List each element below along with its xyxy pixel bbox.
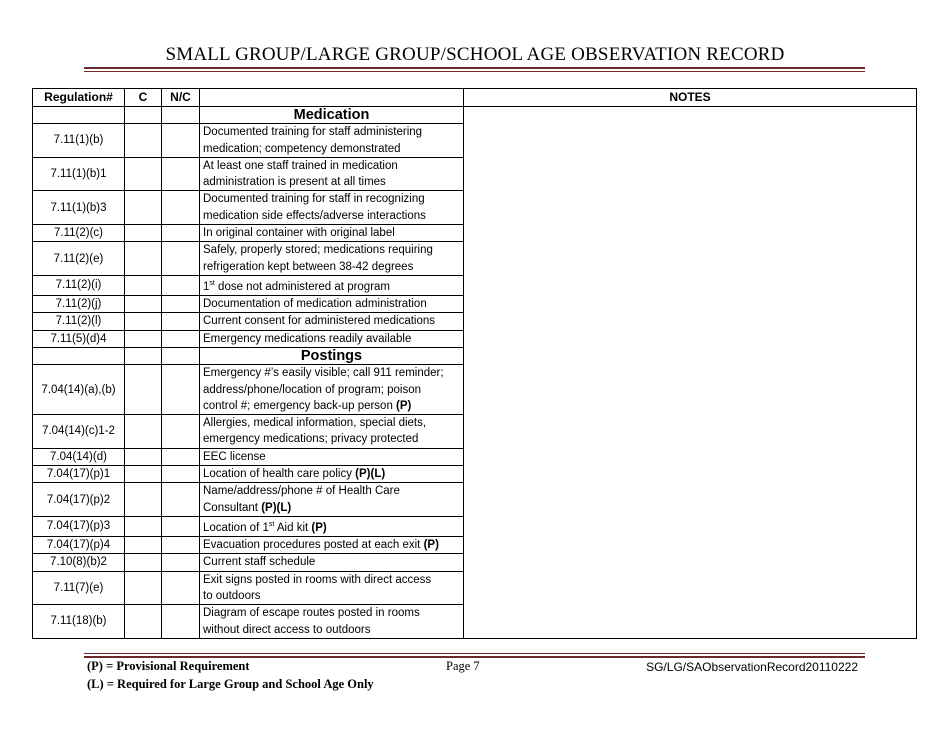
requirement-text <box>200 330 464 347</box>
empty-cell <box>33 347 125 364</box>
regulation-number: 7.04(14)(a),(b) <box>33 365 125 415</box>
requirement-line: Documented training for staff in recognizing <box>203 193 425 206</box>
requirement-line: administration is present at all times <box>203 176 386 189</box>
requirement-line: Current consent for administered medications <box>203 315 436 328</box>
requirement-line: Location of health care policy (P)(L) <box>203 468 386 481</box>
regulation-number: 7.11(2)(c) <box>33 225 125 242</box>
compliant-cell[interactable] <box>125 275 162 295</box>
requirement-text <box>200 415 464 449</box>
requirement-text <box>200 313 464 330</box>
compliant-cell[interactable] <box>125 483 162 517</box>
regulation-number: 7.11(2)(j) <box>33 296 125 313</box>
non-compliant-cell[interactable] <box>162 313 200 330</box>
requirement-line: EEC license <box>203 450 266 463</box>
regulation-number: 7.11(5)(d)4 <box>33 330 125 347</box>
requirement-text <box>200 242 464 276</box>
header-non-compliant: N/C <box>162 89 200 107</box>
page-title: SMALL GROUP/LARGE GROUP/SCHOOL AGE OBSERVATION RECORD <box>165 44 785 65</box>
non-compliant-cell[interactable] <box>162 571 200 605</box>
requirement-text <box>200 605 464 639</box>
notes-cell[interactable] <box>464 107 917 639</box>
empty-cell <box>33 107 125 124</box>
regulation-number: 7.11(7)(e) <box>33 571 125 605</box>
compliant-cell[interactable] <box>125 107 162 124</box>
regulation-number: 7.04(17)(p)2 <box>33 483 125 517</box>
header-regulation: Regulation# <box>33 89 125 107</box>
non-compliant-cell[interactable] <box>162 448 200 465</box>
regulation-number: 7.04(17)(p)1 <box>33 466 125 483</box>
requirement-line: In original container with original label <box>203 227 395 240</box>
non-compliant-cell[interactable] <box>162 365 200 415</box>
regulation-number: 7.11(2)(e) <box>33 242 125 276</box>
requirement-line: Evacuation procedures posted at each exit (P) <box>203 539 439 552</box>
requirement-text <box>200 225 464 242</box>
table-header-row <box>33 89 917 107</box>
requirement-line: address/phone/location of program; poison <box>203 383 422 396</box>
requirement-text <box>200 516 464 536</box>
compliant-cell[interactable] <box>125 571 162 605</box>
non-compliant-cell[interactable] <box>162 296 200 313</box>
requirement-line: Allergies, medical information, special diets, <box>203 417 427 430</box>
requirement-text <box>200 483 464 517</box>
compliant-cell[interactable] <box>125 157 162 191</box>
regulation-number: 7.11(1)(b)1 <box>33 157 125 191</box>
requirement-text <box>200 466 464 483</box>
non-compliant-cell[interactable] <box>162 242 200 276</box>
footer-divider <box>84 653 865 658</box>
non-compliant-cell[interactable] <box>162 225 200 242</box>
compliant-cell[interactable] <box>125 225 162 242</box>
regulation-number: 7.04(14)(d) <box>33 448 125 465</box>
compliant-cell[interactable] <box>125 415 162 449</box>
header-compliant: C <box>125 89 162 107</box>
requirement-text <box>200 296 464 313</box>
title-divider <box>84 67 865 72</box>
section-heading: Medication <box>200 107 464 124</box>
requirement-line: Safely, properly stored; medications requiring <box>203 244 433 257</box>
footer-large-group: (L) = Required for Large Group and School Age Only <box>87 677 374 691</box>
non-compliant-cell[interactable] <box>162 330 200 347</box>
requirement-text <box>200 571 464 605</box>
non-compliant-cell[interactable] <box>162 483 200 517</box>
regulation-number: 7.11(1)(b)3 <box>33 191 125 225</box>
non-compliant-cell[interactable] <box>162 466 200 483</box>
requirement-text <box>200 191 464 225</box>
requirement-text <box>200 448 464 465</box>
regulation-number: 7.04(14)(c)1-2 <box>33 415 125 449</box>
compliant-cell[interactable] <box>125 330 162 347</box>
non-compliant-cell[interactable] <box>162 107 200 124</box>
compliant-cell[interactable] <box>125 605 162 639</box>
requirement-line: medication side effects/adverse interactions <box>203 209 426 222</box>
header-notes: NOTES <box>464 89 917 107</box>
requirement-line: Diagram of escape routes posted in rooms <box>203 607 420 620</box>
requirement-text <box>200 124 464 158</box>
compliant-cell[interactable] <box>125 124 162 158</box>
requirement-text <box>200 365 464 415</box>
compliant-cell[interactable] <box>125 191 162 225</box>
regulation-number: 7.11(18)(b) <box>33 605 125 639</box>
requirement-text <box>200 554 464 571</box>
compliant-cell[interactable] <box>125 537 162 554</box>
requirement-line: Documented training for staff administering <box>203 126 423 139</box>
footer-provisional: (P) = Provisional Requirement <box>87 659 250 673</box>
requirement-line: Name/address/phone # of Health Care <box>203 485 400 498</box>
non-compliant-cell[interactable] <box>162 347 200 364</box>
requirement-line: 1st dose not administered at program <box>203 279 391 293</box>
regulation-number: 7.11(2)(l) <box>33 313 125 330</box>
requirement-line: to outdoors <box>203 589 261 602</box>
footer-doc-id: SG/LG/SAObservationRecord20110222 <box>646 660 858 674</box>
requirement-line: Location of 1st Aid kit (P) <box>203 520 327 534</box>
requirement-line: Exit signs posted in rooms with direct access <box>203 573 432 586</box>
compliant-cell[interactable] <box>125 516 162 536</box>
non-compliant-cell[interactable] <box>162 275 200 295</box>
requirement-line: control #; emergency back-up person (P) <box>203 399 412 412</box>
compliant-cell[interactable] <box>125 347 162 364</box>
non-compliant-cell[interactable] <box>162 554 200 571</box>
requirement-line: medication; competency demonstrated <box>203 142 401 155</box>
requirement-line: Documentation of medication administration <box>203 298 427 311</box>
requirement-line: emergency medications; privacy protected <box>203 433 419 446</box>
non-compliant-cell[interactable] <box>162 415 200 449</box>
section-row <box>33 107 917 124</box>
regulation-number: 7.11(2)(i) <box>33 275 125 295</box>
compliant-cell[interactable] <box>125 448 162 465</box>
requirement-line: Consultant (P)(L) <box>203 501 292 514</box>
requirement-line: without direct access to outdoors <box>203 623 371 636</box>
requirement-line: refrigeration kept between 38-42 degrees <box>203 260 414 273</box>
header-description <box>200 89 464 107</box>
non-compliant-cell[interactable] <box>162 124 200 158</box>
requirement-line: Emergency #’s easily visible; call 911 reminder; <box>203 367 444 380</box>
non-compliant-cell[interactable] <box>162 537 200 554</box>
requirement-text <box>200 157 464 191</box>
regulation-number: 7.04(17)(p)4 <box>33 537 125 554</box>
section-heading: Postings <box>200 347 464 364</box>
requirement-line: At least one staff trained in medication <box>203 159 398 172</box>
footer-page-number: Page 7 <box>446 659 480 673</box>
non-compliant-cell[interactable] <box>162 605 200 639</box>
regulation-number: 7.10(8)(b)2 <box>33 554 125 571</box>
regulation-number: 7.11(1)(b) <box>33 124 125 158</box>
requirement-text <box>200 275 464 295</box>
compliant-cell[interactable] <box>125 466 162 483</box>
compliant-cell[interactable] <box>125 365 162 415</box>
compliant-cell[interactable] <box>125 296 162 313</box>
requirement-line: Emergency medications readily available <box>203 332 412 345</box>
non-compliant-cell[interactable] <box>162 157 200 191</box>
compliant-cell[interactable] <box>125 242 162 276</box>
requirement-text <box>200 537 464 554</box>
compliant-cell[interactable] <box>125 313 162 330</box>
non-compliant-cell[interactable] <box>162 516 200 536</box>
requirement-line: Current staff schedule <box>203 556 316 569</box>
non-compliant-cell[interactable] <box>162 191 200 225</box>
compliant-cell[interactable] <box>125 554 162 571</box>
observation-table <box>32 88 917 639</box>
regulation-number: 7.04(17)(p)3 <box>33 516 125 536</box>
